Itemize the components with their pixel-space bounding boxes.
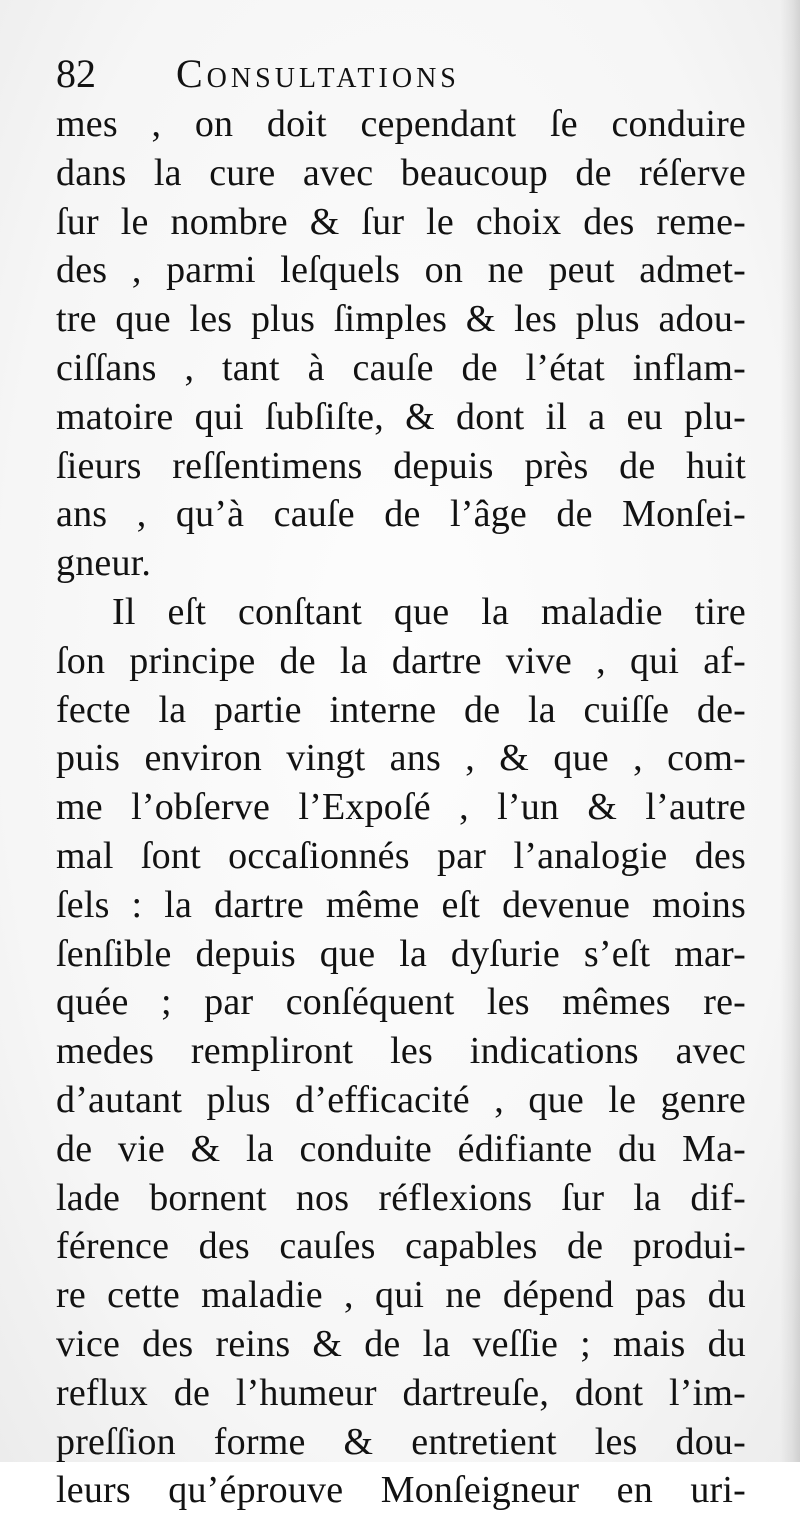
text-line: tre que les plus ſimples & les plus adou- — [56, 298, 746, 341]
text-line: ſels : la dartre même eſt devenue moins — [56, 883, 746, 926]
text-line: ſieurs reſſentimens depuis près de huit — [56, 444, 746, 487]
text-line: dans la cure avec beaucoup de réſerve — [56, 151, 746, 194]
text-line: medes rempliront les indications avec — [56, 1030, 746, 1073]
text-line: d’autant plus d’efficacité , que le genre — [56, 1078, 746, 1121]
text-line: des , parmi leſquels on ne peut admet- — [56, 249, 746, 292]
text-line: quée ; par conſéquent les mêmes re- — [56, 981, 746, 1024]
text-block — [56, 100, 746, 1515]
text-line: mes , on doit cependant ſe conduire — [56, 103, 746, 145]
running-title: Consultations — [176, 51, 460, 96]
text-line: ſon principe de la dartre vive , qui af- — [56, 639, 746, 682]
page-edge-shadow — [780, 0, 800, 1462]
text-line: lade bornent nos réflexions ſur la dif- — [56, 1176, 746, 1219]
text-line: de vie & la conduite édifiante du Ma- — [56, 1127, 746, 1170]
running-head — [56, 48, 756, 100]
text-line: puis environ vingt ans , & que , com- — [56, 737, 746, 780]
text-line: mal ſont occaſionnés par l’analogie des — [56, 834, 746, 877]
text-line: ſenſible depuis que la dyſurie s’eſt mar- — [56, 932, 746, 975]
text-line: vice des reins & de la veſſie ; mais du — [56, 1322, 746, 1365]
text-line: reflux de l’humeur dartreuſe, dont l’im- — [56, 1371, 746, 1414]
text-line: matoire qui ſubſiſte, & dont il a eu plu- — [56, 395, 746, 438]
text-line: férence des cauſes capables de produi- — [56, 1225, 746, 1268]
text-line: re cette maladie , qui ne dépend pas du — [56, 1274, 746, 1317]
paragraph-end-line: gneur. — [56, 542, 152, 585]
page-number: 82 — [56, 51, 96, 96]
text-line: fecte la partie interne de la cuiſſe de- — [56, 688, 746, 731]
text-line: preſſion forme & entretient les dou- — [56, 1420, 746, 1463]
paragraph-start-line: Il eſt conſtant que la maladie tire — [112, 590, 746, 633]
text-line: ciſſans , tant à cauſe de l’état inflam- — [56, 346, 746, 389]
text-line: leurs qu’éprouve Monſeigneur en uri- — [56, 1469, 746, 1512]
text-line: ans , qu’à cauſe de l’âge de Monſei- — [56, 493, 746, 536]
text-line: me l’obſerve l’Expoſé , l’un & l’autre — [56, 786, 746, 829]
text-line: ſur le nombre & ſur le choix des reme- — [56, 200, 746, 243]
